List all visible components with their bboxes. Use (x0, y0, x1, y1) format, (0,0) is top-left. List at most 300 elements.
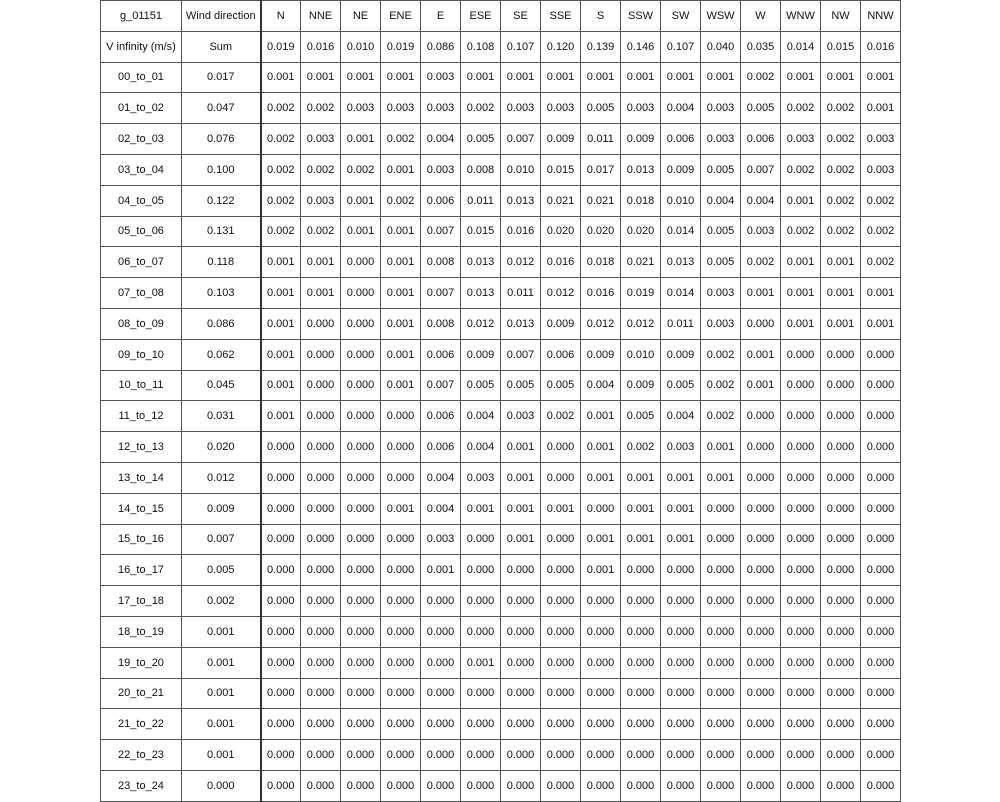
frequency-cell: 0.000 (421, 616, 461, 647)
frequency-cell: 0.000 (461, 770, 501, 801)
speed-bin-label: 16_to_17 (101, 555, 182, 586)
frequency-cell: 0.000 (621, 770, 661, 801)
frequency-cell: 0.000 (461, 678, 501, 709)
frequency-cell: 0.013 (501, 308, 541, 339)
frequency-cell: 0.001 (261, 339, 301, 370)
frequency-cell: 0.003 (701, 93, 741, 124)
frequency-cell: 0.001 (661, 462, 701, 493)
frequency-cell: 0.003 (701, 278, 741, 309)
table-row (101, 185, 901, 216)
frequency-cell: 0.000 (581, 616, 621, 647)
frequency-cell: 0.005 (501, 370, 541, 401)
speed-bin-label: 13_to_14 (101, 462, 182, 493)
frequency-cell: 0.001 (741, 370, 781, 401)
frequency-cell: 0.018 (621, 185, 661, 216)
frequency-cell: 0.000 (821, 493, 861, 524)
frequency-cell: 0.000 (461, 616, 501, 647)
frequency-cell: 0.001 (861, 308, 901, 339)
frequency-cell: 0.000 (861, 524, 901, 555)
frequency-cell: 0.001 (861, 62, 901, 93)
frequency-cell: 0.000 (341, 740, 381, 771)
frequency-cell: 0.013 (621, 154, 661, 185)
frequency-cell: 0.005 (461, 370, 501, 401)
frequency-cell: 0.001 (781, 185, 821, 216)
frequency-cell: 0.000 (701, 770, 741, 801)
frequency-cell: 0.006 (541, 339, 581, 370)
frequency-cell: 0.001 (781, 62, 821, 93)
frequency-cell: 0.001 (381, 493, 421, 524)
frequency-cell: 0.001 (741, 339, 781, 370)
frequency-cell: 0.000 (381, 709, 421, 740)
frequency-cell: 0.000 (821, 770, 861, 801)
direction-sum-cell: 0.139 (581, 31, 621, 62)
frequency-cell: 0.000 (501, 586, 541, 617)
frequency-cell: 0.000 (541, 586, 581, 617)
frequency-cell: 0.002 (261, 154, 301, 185)
frequency-cell: 0.006 (421, 339, 461, 370)
frequency-cell: 0.012 (621, 308, 661, 339)
frequency-cell: 0.001 (701, 62, 741, 93)
frequency-cell: 0.000 (301, 432, 341, 463)
frequency-cell: 0.004 (581, 370, 621, 401)
frequency-cell: 0.000 (741, 709, 781, 740)
table-row (101, 401, 901, 432)
frequency-cell: 0.019 (621, 278, 661, 309)
frequency-cell: 0.000 (741, 586, 781, 617)
row-sum-cell: 0.103 (182, 278, 261, 309)
frequency-cell: 0.017 (581, 154, 621, 185)
frequency-cell: 0.000 (741, 432, 781, 463)
direction-sum-cell: 0.086 (421, 31, 461, 62)
frequency-cell: 0.000 (741, 616, 781, 647)
frequency-cell: 0.004 (461, 401, 501, 432)
frequency-cell: 0.000 (341, 586, 381, 617)
frequency-cell: 0.001 (581, 462, 621, 493)
frequency-cell: 0.000 (741, 678, 781, 709)
frequency-cell: 0.000 (341, 308, 381, 339)
frequency-cell: 0.007 (741, 154, 781, 185)
frequency-cell: 0.000 (781, 432, 821, 463)
frequency-cell: 0.000 (701, 678, 741, 709)
row-sum-cell: 0.031 (182, 401, 261, 432)
frequency-cell: 0.001 (461, 647, 501, 678)
frequency-cell: 0.016 (541, 247, 581, 278)
direction-sum-cell: 0.107 (661, 31, 701, 62)
frequency-cell: 0.001 (381, 154, 421, 185)
frequency-cell: 0.000 (861, 709, 901, 740)
frequency-cell: 0.000 (541, 709, 581, 740)
frequency-cell: 0.000 (741, 555, 781, 586)
frequency-cell: 0.000 (301, 770, 341, 801)
frequency-cell: 0.000 (861, 616, 901, 647)
frequency-cell: 0.000 (301, 462, 341, 493)
frequency-cell: 0.000 (421, 678, 461, 709)
frequency-cell: 0.000 (461, 740, 501, 771)
frequency-cell: 0.000 (781, 678, 821, 709)
frequency-cell: 0.007 (421, 216, 461, 247)
row-sum-cell: 0.005 (182, 555, 261, 586)
frequency-cell: 0.000 (861, 339, 901, 370)
frequency-cell: 0.000 (781, 493, 821, 524)
table-row (101, 432, 901, 463)
speed-bin-label: 18_to_19 (101, 616, 182, 647)
direction-header: S (581, 1, 621, 32)
frequency-cell: 0.000 (341, 432, 381, 463)
frequency-cell: 0.000 (301, 524, 341, 555)
frequency-cell: 0.000 (701, 493, 741, 524)
frequency-cell: 0.001 (461, 62, 501, 93)
speed-bin-label: 19_to_20 (101, 647, 182, 678)
frequency-cell: 0.020 (541, 216, 581, 247)
frequency-cell: 0.000 (581, 709, 621, 740)
frequency-cell: 0.005 (661, 370, 701, 401)
frequency-cell: 0.000 (301, 709, 341, 740)
frequency-cell: 0.000 (381, 555, 421, 586)
frequency-cell: 0.002 (741, 247, 781, 278)
row-sum-cell: 0.047 (182, 93, 261, 124)
frequency-cell: 0.000 (421, 770, 461, 801)
frequency-cell: 0.001 (621, 493, 661, 524)
direction-sum-cell: 0.040 (701, 31, 741, 62)
frequency-cell: 0.001 (701, 432, 741, 463)
frequency-cell: 0.006 (421, 432, 461, 463)
frequency-cell: 0.001 (381, 62, 421, 93)
frequency-cell: 0.011 (581, 124, 621, 155)
table-row (101, 462, 901, 493)
row-sum-cell: 0.062 (182, 339, 261, 370)
frequency-cell: 0.001 (781, 308, 821, 339)
frequency-cell: 0.000 (781, 709, 821, 740)
frequency-cell: 0.000 (821, 370, 861, 401)
frequency-cell: 0.003 (301, 124, 341, 155)
frequency-cell: 0.012 (501, 247, 541, 278)
table-row (101, 154, 901, 185)
frequency-cell: 0.009 (661, 339, 701, 370)
frequency-cell: 0.001 (861, 93, 901, 124)
row-sum-cell: 0.086 (182, 308, 261, 339)
frequency-cell: 0.000 (301, 678, 341, 709)
frequency-cell: 0.000 (741, 524, 781, 555)
frequency-cell: 0.000 (301, 586, 341, 617)
frequency-cell: 0.002 (821, 216, 861, 247)
frequency-cell: 0.000 (541, 770, 581, 801)
frequency-cell: 0.013 (461, 278, 501, 309)
frequency-cell: 0.000 (781, 616, 821, 647)
row-sum-cell: 0.020 (182, 432, 261, 463)
frequency-cell: 0.000 (741, 647, 781, 678)
frequency-cell: 0.000 (661, 555, 701, 586)
frequency-cell: 0.001 (821, 247, 861, 278)
table-row (101, 493, 901, 524)
frequency-cell: 0.000 (861, 370, 901, 401)
frequency-cell: 0.000 (821, 432, 861, 463)
frequency-cell: 0.001 (501, 432, 541, 463)
row-sum-cell: 0.122 (182, 185, 261, 216)
frequency-cell: 0.003 (781, 124, 821, 155)
frequency-cell: 0.011 (461, 185, 501, 216)
speed-bin-label: 22_to_23 (101, 740, 182, 771)
frequency-cell: 0.000 (341, 555, 381, 586)
frequency-cell: 0.021 (581, 185, 621, 216)
frequency-cell: 0.003 (621, 93, 661, 124)
frequency-cell: 0.000 (741, 770, 781, 801)
frequency-cell: 0.003 (461, 462, 501, 493)
frequency-cell: 0.002 (621, 432, 661, 463)
frequency-cell: 0.000 (581, 586, 621, 617)
row-sum-cell: 0.100 (182, 154, 261, 185)
frequency-cell: 0.002 (461, 93, 501, 124)
row-sum-cell: 0.001 (182, 709, 261, 740)
row-sum-cell: 0.118 (182, 247, 261, 278)
frequency-cell: 0.000 (381, 616, 421, 647)
direction-sum-cell: 0.146 (621, 31, 661, 62)
frequency-cell: 0.004 (661, 401, 701, 432)
frequency-cell: 0.000 (781, 401, 821, 432)
frequency-cell: 0.000 (661, 586, 701, 617)
frequency-cell: 0.008 (421, 308, 461, 339)
frequency-cell: 0.021 (541, 185, 581, 216)
speed-bin-label: 04_to_05 (101, 185, 182, 216)
frequency-cell: 0.000 (821, 401, 861, 432)
frequency-cell: 0.000 (301, 647, 341, 678)
frequency-cell: 0.012 (581, 308, 621, 339)
frequency-cell: 0.007 (421, 278, 461, 309)
table-row (101, 93, 901, 124)
table-row (101, 524, 901, 555)
wind-frequency-table (100, 0, 901, 802)
frequency-cell: 0.000 (861, 770, 901, 801)
frequency-cell: 0.000 (861, 401, 901, 432)
frequency-cell: 0.000 (301, 308, 341, 339)
frequency-cell: 0.003 (541, 93, 581, 124)
frequency-cell: 0.003 (701, 308, 741, 339)
frequency-cell: 0.012 (541, 278, 581, 309)
frequency-cell: 0.008 (461, 154, 501, 185)
frequency-cell: 0.000 (621, 709, 661, 740)
frequency-cell: 0.000 (621, 616, 661, 647)
table-row (101, 278, 901, 309)
frequency-cell: 0.000 (661, 709, 701, 740)
frequency-cell: 0.000 (581, 740, 621, 771)
row-sum-cell: 0.076 (182, 124, 261, 155)
frequency-cell: 0.000 (381, 462, 421, 493)
frequency-cell: 0.002 (301, 216, 341, 247)
frequency-cell: 0.001 (261, 62, 301, 93)
frequency-cell: 0.000 (301, 493, 341, 524)
direction-header: SSE (541, 1, 581, 32)
sum-label: Sum (182, 31, 261, 62)
frequency-cell: 0.000 (461, 555, 501, 586)
frequency-cell: 0.001 (341, 216, 381, 247)
frequency-cell: 0.002 (861, 216, 901, 247)
row-sum-cell: 0.009 (182, 493, 261, 524)
frequency-cell: 0.000 (701, 740, 741, 771)
frequency-cell: 0.000 (541, 524, 581, 555)
frequency-cell: 0.000 (261, 616, 301, 647)
frequency-cell: 0.002 (381, 124, 421, 155)
frequency-cell: 0.006 (421, 401, 461, 432)
row-sum-cell: 0.002 (182, 586, 261, 617)
frequency-cell: 0.003 (421, 62, 461, 93)
speed-bin-label: 11_to_12 (101, 401, 182, 432)
direction-sum-cell: 0.019 (261, 31, 301, 62)
frequency-cell: 0.003 (301, 185, 341, 216)
frequency-cell: 0.001 (861, 278, 901, 309)
frequency-cell: 0.000 (541, 555, 581, 586)
frequency-cell: 0.000 (781, 339, 821, 370)
row-sum-cell: 0.000 (182, 770, 261, 801)
frequency-cell: 0.000 (621, 740, 661, 771)
frequency-cell: 0.000 (821, 586, 861, 617)
frequency-cell: 0.021 (621, 247, 661, 278)
frequency-cell: 0.000 (621, 555, 661, 586)
frequency-cell: 0.009 (621, 124, 661, 155)
frequency-cell: 0.000 (301, 616, 341, 647)
direction-header: SW (661, 1, 701, 32)
frequency-cell: 0.000 (741, 493, 781, 524)
direction-header: NNE (301, 1, 341, 32)
frequency-cell: 0.001 (261, 247, 301, 278)
frequency-cell: 0.001 (301, 247, 341, 278)
direction-sum-cell: 0.016 (301, 31, 341, 62)
frequency-cell: 0.005 (541, 370, 581, 401)
frequency-cell: 0.005 (621, 401, 661, 432)
frequency-cell: 0.000 (581, 678, 621, 709)
frequency-cell: 0.002 (861, 185, 901, 216)
frequency-cell: 0.002 (701, 370, 741, 401)
speed-bin-label: 15_to_16 (101, 524, 182, 555)
frequency-cell: 0.020 (581, 216, 621, 247)
frequency-cell: 0.003 (701, 124, 741, 155)
table-row (101, 709, 901, 740)
frequency-cell: 0.000 (381, 432, 421, 463)
speed-bin-label: 10_to_11 (101, 370, 182, 401)
frequency-cell: 0.000 (861, 586, 901, 617)
frequency-cell: 0.000 (421, 586, 461, 617)
frequency-cell: 0.000 (501, 678, 541, 709)
header-row (101, 1, 901, 32)
speed-bin-label: 21_to_22 (101, 709, 182, 740)
frequency-cell: 0.020 (621, 216, 661, 247)
frequency-cell: 0.000 (501, 616, 541, 647)
table-id-cell: g_01151 (101, 1, 182, 32)
frequency-cell: 0.000 (341, 370, 381, 401)
frequency-cell: 0.000 (341, 401, 381, 432)
frequency-cell: 0.001 (461, 493, 501, 524)
frequency-cell: 0.016 (501, 216, 541, 247)
wind-direction-header: Wind direction (182, 1, 261, 32)
frequency-cell: 0.001 (341, 124, 381, 155)
speed-bin-label: 03_to_04 (101, 154, 182, 185)
frequency-cell: 0.001 (341, 62, 381, 93)
frequency-cell: 0.015 (541, 154, 581, 185)
frequency-cell: 0.000 (381, 586, 421, 617)
frequency-cell: 0.001 (661, 62, 701, 93)
table-row (101, 678, 901, 709)
frequency-cell: 0.000 (261, 647, 301, 678)
frequency-cell: 0.000 (821, 555, 861, 586)
frequency-cell: 0.000 (541, 432, 581, 463)
frequency-cell: 0.012 (461, 308, 501, 339)
row-sum-cell: 0.001 (182, 740, 261, 771)
frequency-cell: 0.009 (461, 339, 501, 370)
frequency-cell: 0.001 (381, 216, 421, 247)
frequency-cell: 0.002 (301, 154, 341, 185)
frequency-cell: 0.000 (701, 647, 741, 678)
frequency-cell: 0.001 (581, 401, 621, 432)
frequency-cell: 0.000 (661, 647, 701, 678)
v-infinity-label: V infinity (m/s) (101, 31, 182, 62)
table-row (101, 62, 901, 93)
frequency-cell: 0.000 (261, 524, 301, 555)
frequency-cell: 0.000 (781, 586, 821, 617)
frequency-cell: 0.000 (301, 401, 341, 432)
frequency-cell: 0.002 (341, 154, 381, 185)
frequency-cell: 0.000 (821, 740, 861, 771)
table-row (101, 216, 901, 247)
speed-bin-label: 05_to_06 (101, 216, 182, 247)
speed-bin-label: 12_to_13 (101, 432, 182, 463)
sum-row (101, 31, 901, 62)
frequency-cell: 0.005 (581, 93, 621, 124)
frequency-cell: 0.001 (741, 278, 781, 309)
frequency-cell: 0.000 (701, 616, 741, 647)
frequency-cell: 0.000 (261, 709, 301, 740)
frequency-cell: 0.001 (541, 62, 581, 93)
table-row (101, 247, 901, 278)
frequency-cell: 0.002 (821, 124, 861, 155)
frequency-cell: 0.003 (381, 93, 421, 124)
frequency-cell: 0.007 (501, 339, 541, 370)
frequency-cell: 0.002 (861, 247, 901, 278)
speed-bin-label: 06_to_07 (101, 247, 182, 278)
frequency-cell: 0.002 (701, 339, 741, 370)
table-row (101, 647, 901, 678)
frequency-cell: 0.000 (581, 770, 621, 801)
frequency-cell: 0.000 (621, 647, 661, 678)
frequency-cell: 0.000 (341, 278, 381, 309)
direction-header: N (261, 1, 301, 32)
frequency-cell: 0.009 (621, 370, 661, 401)
frequency-cell: 0.000 (381, 647, 421, 678)
frequency-cell: 0.005 (701, 154, 741, 185)
frequency-cell: 0.000 (301, 339, 341, 370)
table-row (101, 770, 901, 801)
frequency-cell: 0.000 (341, 678, 381, 709)
frequency-cell: 0.000 (341, 524, 381, 555)
frequency-cell: 0.007 (421, 370, 461, 401)
frequency-cell: 0.000 (661, 770, 701, 801)
frequency-cell: 0.000 (661, 740, 701, 771)
frequency-cell: 0.004 (421, 462, 461, 493)
frequency-cell: 0.001 (621, 62, 661, 93)
frequency-cell: 0.001 (501, 62, 541, 93)
table-row (101, 370, 901, 401)
frequency-cell: 0.000 (701, 524, 741, 555)
frequency-cell: 0.000 (581, 493, 621, 524)
frequency-cell: 0.000 (421, 709, 461, 740)
frequency-cell: 0.002 (701, 401, 741, 432)
direction-header: SSW (621, 1, 661, 32)
direction-header: WNW (781, 1, 821, 32)
table-row (101, 124, 901, 155)
frequency-cell: 0.002 (781, 93, 821, 124)
speed-bin-label: 08_to_09 (101, 308, 182, 339)
direction-header: NE (341, 1, 381, 32)
frequency-cell: 0.000 (661, 616, 701, 647)
frequency-cell: 0.000 (421, 740, 461, 771)
frequency-cell: 0.004 (421, 493, 461, 524)
